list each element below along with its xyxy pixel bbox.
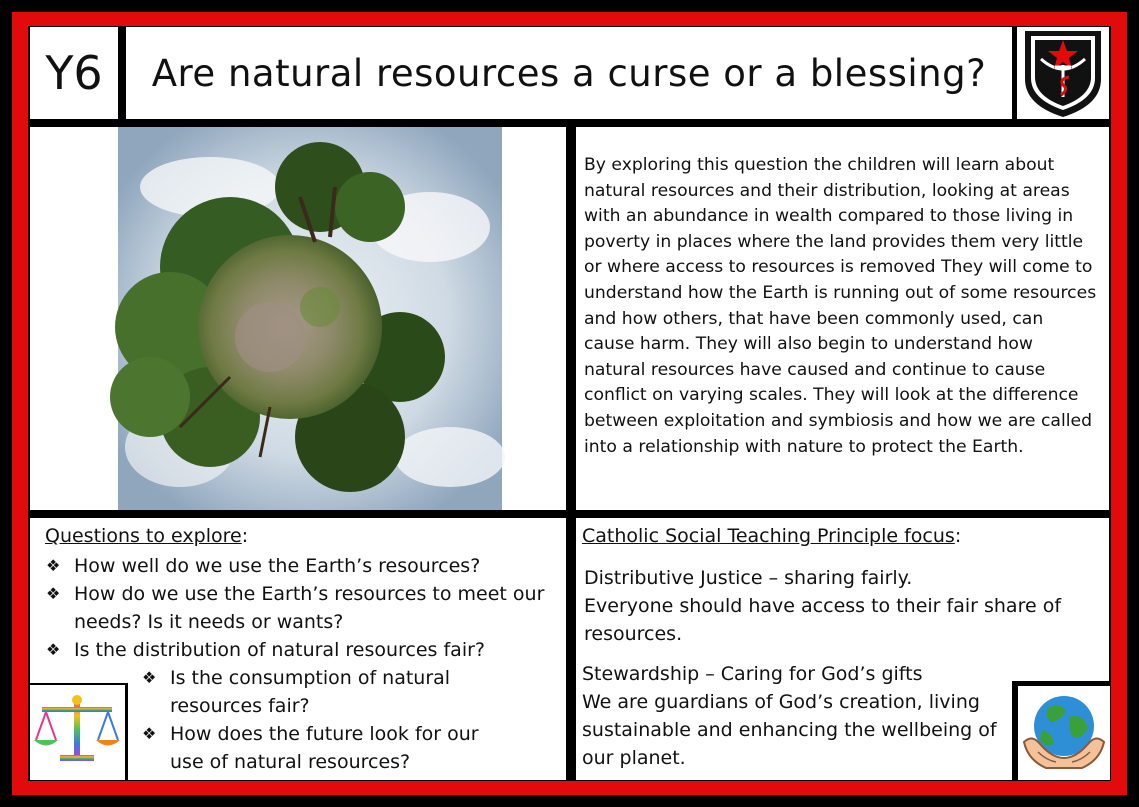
- bullet-icon: ❖: [46, 556, 61, 575]
- questions-heading: Questions to explore: [45, 525, 242, 547]
- list-item: [142, 720, 512, 776]
- year-label: Y6: [45, 46, 103, 100]
- scales-frame: [28, 683, 128, 781]
- principle-stewardship: [582, 660, 1002, 772]
- principle-text: We are guardians of God’s creation, living sustainable and enhancing the wellbeing of our planet.: [582, 691, 997, 769]
- hands-holding-globe-icon: [1018, 686, 1110, 780]
- school-crest-icon: [1017, 27, 1109, 119]
- principle-title: Distributive Justice – sharing fairly.: [584, 567, 913, 589]
- question-text: How do we use the Earth’s resources to meet our needs? Is it needs or wants?: [74, 583, 545, 633]
- description-text: By exploring this question the children will learn about natural resources and their distribution, looking at areas with an abundance in wealth compared to those living in poverty in places where the land provides them very little or where access to resources is removed They will come to understand how the Earth is running out of some resources and how others, that have been commonly used, can cause harm. They will also begin to understand how natural resources have caused and continue to cause conflict on varying scales. They will look at the difference between exploitation and symbiosis and how we are called into a relationship with nature to protect the Earth.: [584, 155, 1097, 457]
- list-item: [46, 580, 561, 636]
- photo-panel: [30, 127, 566, 510]
- bullet-icon: ❖: [46, 584, 61, 603]
- bullet-icon: ❖: [46, 640, 61, 659]
- list-item: [46, 552, 561, 580]
- bullet-icon: ❖: [142, 724, 157, 743]
- description-panel: [576, 127, 1109, 510]
- question-text: Is the distribution of natural resources fair?: [74, 639, 486, 661]
- globe-frame: [1012, 681, 1111, 781]
- question-text: Is the consumption of natural resources fair?: [170, 667, 451, 717]
- title-text: Are natural resources a curse or a blessing?: [151, 51, 987, 95]
- page-title: [126, 27, 1012, 119]
- question-text: How well do we use the Earth’s resources?: [74, 555, 481, 577]
- tiny-planet-photo: [30, 127, 566, 510]
- principle-distributive-justice: [584, 564, 1094, 648]
- rainbow-scales-icon: [30, 685, 125, 780]
- year-badge: [30, 27, 118, 119]
- bullet-icon: ❖: [142, 668, 157, 687]
- crest-panel: [1017, 27, 1109, 119]
- principle-text: Everyone should have access to their fair share of resources.: [584, 595, 1062, 645]
- sub-questions-list: [142, 664, 512, 776]
- list-item: [46, 636, 561, 664]
- cst-heading: Catholic Social Teaching Principle focus: [582, 525, 955, 547]
- questions-list: [46, 552, 561, 664]
- question-text: How does the future look for our use of natural resources?: [170, 723, 479, 773]
- list-item: [142, 664, 512, 720]
- cst-heading-colon: :: [954, 525, 962, 547]
- questions-heading-colon: :: [241, 525, 249, 547]
- principle-title: Stewardship – Caring for God’s gifts: [582, 663, 923, 685]
